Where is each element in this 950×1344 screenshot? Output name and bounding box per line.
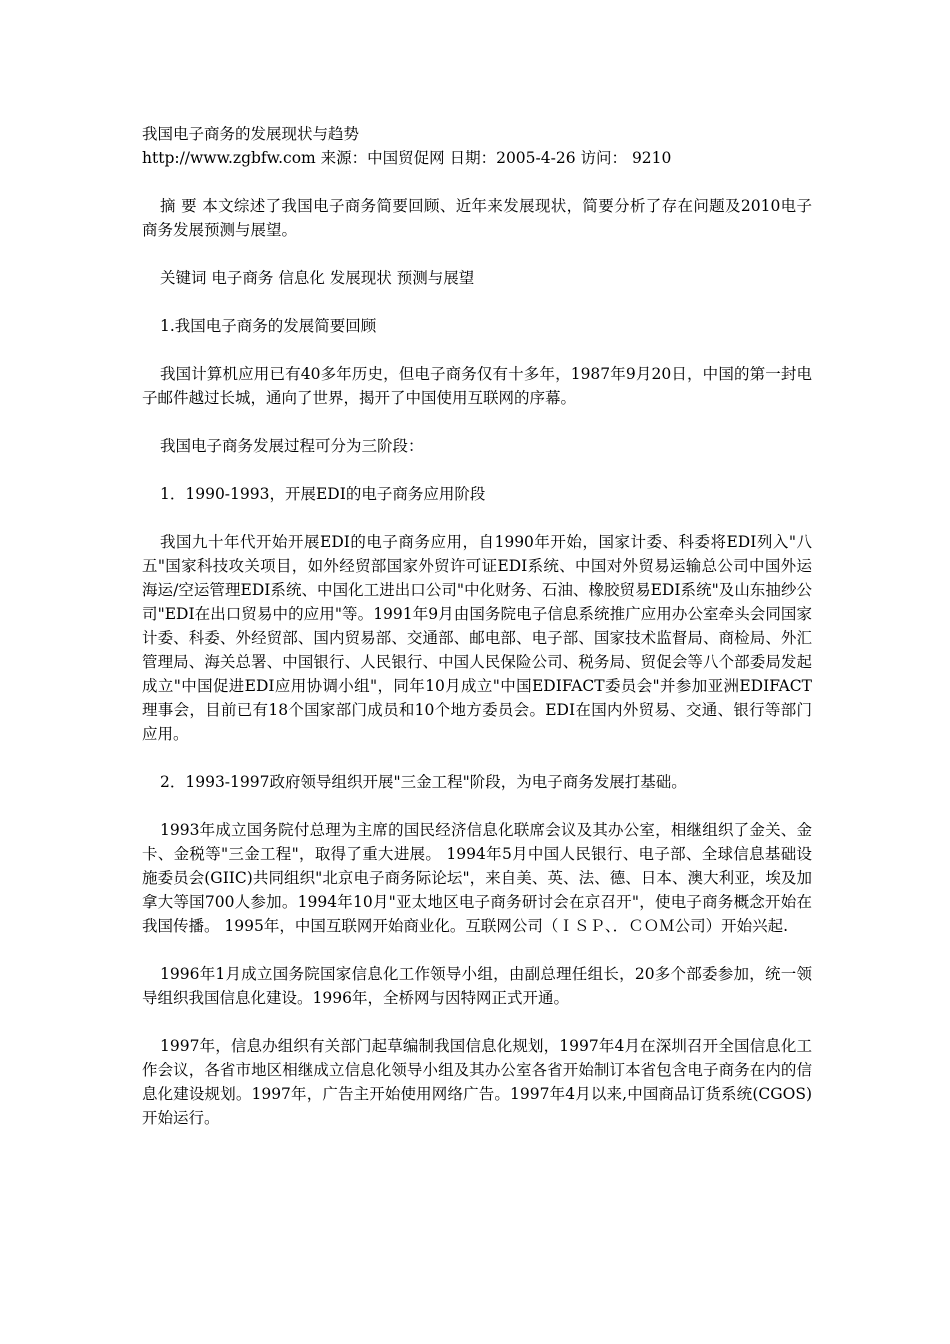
spacer: [142, 938, 812, 962]
spacer: [142, 242, 812, 266]
body-paragraph: 我国电子商务发展过程可分为三阶段：: [160, 437, 424, 455]
body-paragraph: 我国九十年代开始开展EDI的电子商务应用，自1990年开始，国家计委、科委将EDI列入"八五"国家科技攻关项目，如外经贸部国家外贸许可证EDI系统、中国对外贸易运输总公司中国外运海运/空运管理EDI系统、中国化工进出口公司"中化财务、石油、橡胶贸易EDI系统"及山东抽纱公司"EDI在出口贸易中的应用"等。1991年9月由国务院电子信息系统推广应用办公室牵头会同国家计委、科委、外经贸部、国内贸易部、交通部、邮电部、电子部、国家技术监督局、商检局、外汇管理局、海关总署、中国银行、人民银行、中国人民保险公司、税务局、贸促会等八个部委局发起成立"中国促进EDI应用协调小组"，同年10月成立"中国EDIFACT委员会"并参加亚洲EDIFACT理事会，目前已有18个国家部门成员和10个地方委员会。EDI在国内外贸易、交通、银行等部门应用。: [142, 533, 812, 743]
body-paragraph: 我国计算机应用已有40多年历史，但电子商务仅有十多年，1987年9月20日，中国的第一封电子邮件越过长城，通向了世界，揭开了中国使用互联网的序幕。: [142, 365, 812, 407]
document-title: 我国电子商务的发展现状与趋势: [142, 125, 360, 143]
body-paragraph: 1997年，信息办组织有关部门起草编制我国信息化规划，1997年4月在深圳召开全国信息化工作会议，各省市地区相继成立信息化领导小组及其办公室各省开始制订本省包含电子商务在内的信息化建设规划。1997年，广告主开始使用网络广告。1997年4月以来,中国商品订货系统(CGOS)开始运行。: [142, 1037, 812, 1127]
spacer: [142, 410, 812, 434]
stage-heading: 2．1993-1997政府领导组织开展"三金工程"阶段，为电子商务发展打基础。: [160, 773, 687, 791]
abstract-paragraph: 摘 要 本文综述了我国电子商务简要回顾、近年来发展现状，简要分析了存在问题及2010电子商务发展预测与展望。: [142, 197, 812, 239]
spacer: [142, 794, 812, 818]
spacer: [142, 290, 812, 314]
keywords-line: 关键词 电子商务 信息化 发展现状 预测与展望: [160, 269, 475, 287]
body-paragraph: 1993年成立国务院付总理为主席的国民经济信息化联席会议及其办公室，相继组织了金关、金卡、金税等"三金工程"，取得了重大进展。 1994年5月中国人民银行、电子部、全球信息基础设施委员会(GIIC)共同组织"北京电子商务际论坛"，来自美、英、法、德、日本、澳大利亚，埃及加拿大等国700人参加。1994年10月"亚太地区电子商务研讨会在京召开"，使电子商务概念开始在我国传播。 1995年，中国互联网开始商业化。互联网公司（ＩＳＰ、．ＣＯＭ公司）开始兴起.: [142, 821, 812, 935]
spacer: [142, 170, 812, 194]
spacer: [142, 338, 812, 362]
document-meta: http://www.zgbfw.com 来源：中国贸促网 日期：2005-4-26 访问： 9210: [142, 149, 672, 167]
document-page: [142, 122, 812, 1130]
spacer: [142, 1010, 812, 1034]
section-heading: 1.我国电子商务的发展简要回顾: [160, 317, 377, 335]
stage-heading: 1．1990-1993，开展EDI的电子商务应用阶段: [160, 485, 486, 503]
body-paragraph: 1996年1月成立国务院国家信息化工作领导小组，由副总理任组长，20多个部委参加，统一领导组织我国信息化建设。1996年，全桥网与因特网正式开通。: [142, 965, 812, 1007]
spacer: [142, 458, 812, 482]
spacer: [142, 506, 812, 530]
spacer: [142, 746, 812, 770]
